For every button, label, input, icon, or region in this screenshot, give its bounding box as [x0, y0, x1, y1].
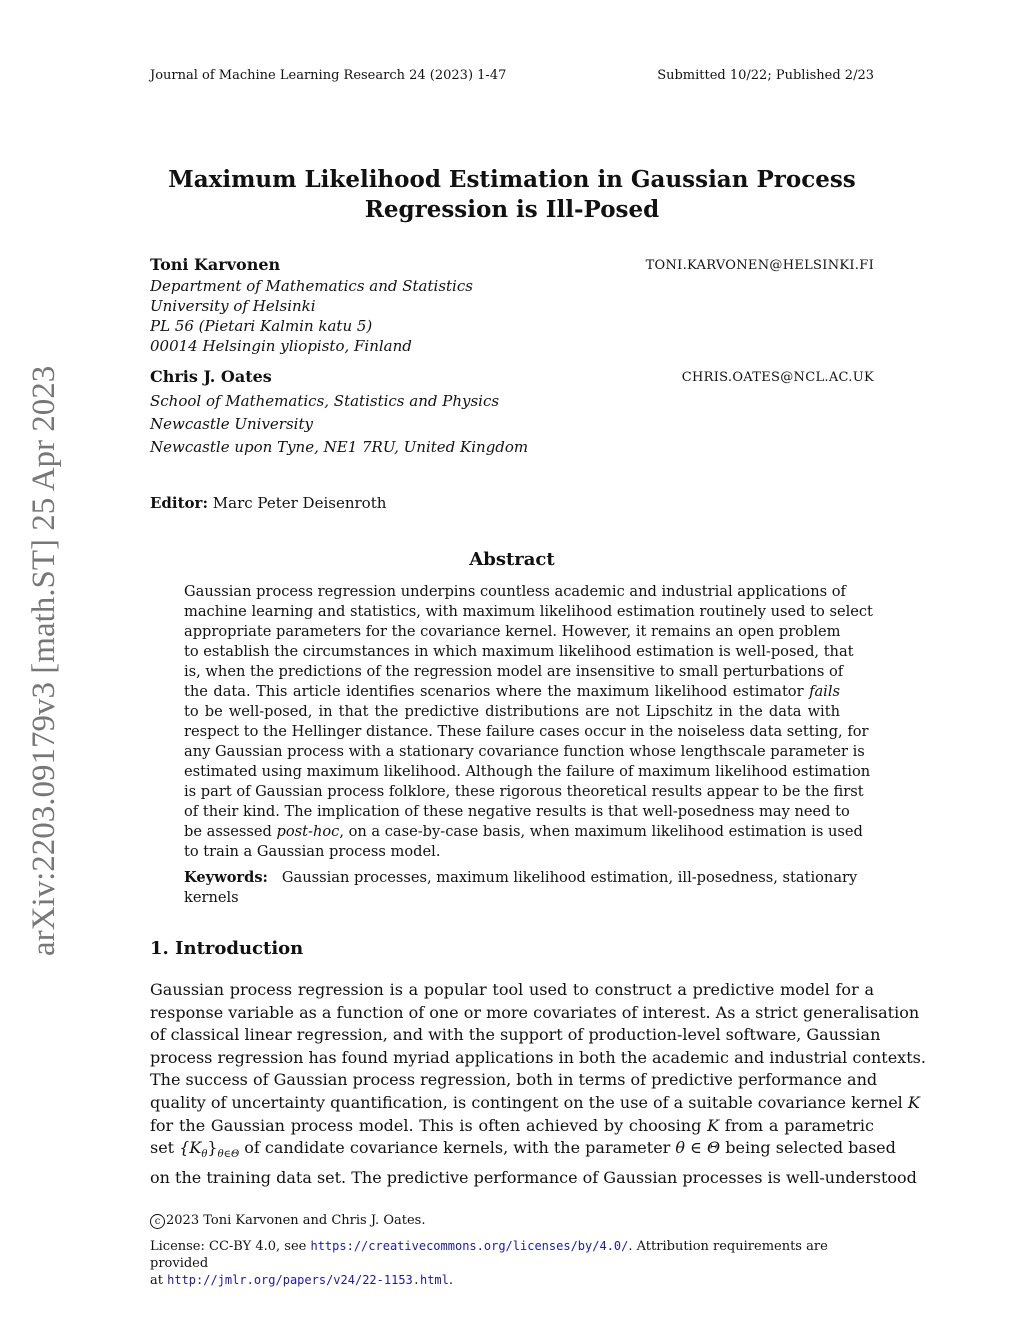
math-set-open: {K	[179, 1138, 202, 1158]
editor-name: Marc Peter Deisenroth	[212, 494, 387, 512]
affiliation-line: 00014 Helsingin yliopisto, Finland	[150, 337, 412, 355]
affiliation-line: Newcastle University	[150, 415, 313, 433]
intro-text: for the Gaussian process model. This is often achieved by choosing	[150, 1115, 702, 1135]
license-mid: . Attribution requirements are provided	[150, 1239, 828, 1271]
math-kernel-set	[179, 1138, 240, 1161]
journal-header: Journal of Machine Learning Research 24 (2023) 1-47	[150, 68, 507, 83]
intro-line: process regression has found myriad applications in both the academic and industrial contexts.	[150, 1047, 926, 1067]
affiliation-line: University of Helsinki	[150, 297, 316, 315]
license-link[interactable]: https://creativecommons.org/licenses/by/4.0/	[310, 1239, 629, 1253]
emphasis-posthoc: post-hoc	[276, 823, 340, 840]
intro-line: Gaussian process regression is a popular tool used to construct a predictive model for a	[150, 980, 874, 999]
author-email[interactable]: CHRIS.OATES@NCL.AC.UK	[681, 370, 874, 385]
author-name: Toni Karvonen	[150, 255, 281, 274]
license-notice	[150, 1238, 874, 1289]
intro-text: quality of uncertainty quantification, is contingent on the use of a suitable covariance kernel	[150, 1092, 903, 1112]
affiliation-line: Newcastle upon Tyne, NE1 7RU, United Kingdom	[150, 438, 529, 456]
intro-line: response variable as a function of one or more covariates of interest. As a strict generalisation	[150, 1002, 920, 1022]
intro-text: from a parametric	[724, 1115, 874, 1135]
intro-text: of candidate covariance kernels, with the parameter	[244, 1138, 671, 1158]
abstract-line: is, when the predictions of the regression model are insensitive to small perturbations of	[184, 663, 844, 680]
author-email[interactable]: TONI.KARVONEN@HELSINKI.FI	[645, 258, 874, 273]
submission-dates: Submitted 10/22; Published 2/23	[657, 68, 874, 83]
abstract-body	[184, 582, 873, 908]
author-name: Chris J. Oates	[150, 367, 272, 386]
abstract-line: of their kind. The implication of these negative results is that well-posedness may need to	[184, 803, 850, 820]
intro-line: on the training data set. The predictive performance of Gaussian processes is well-understood	[150, 1167, 917, 1187]
keywords-line	[184, 868, 858, 888]
affiliation-line: School of Mathematics, Statistics and Physics	[150, 392, 500, 410]
title-line-2: Regression is Ill-Posed	[364, 196, 660, 223]
intro-text: set	[150, 1138, 175, 1158]
abstract-line: respect to the Hellinger distance. These failure cases occur in the noiseless data setting, for	[184, 723, 869, 740]
math-K: K	[707, 1115, 720, 1135]
keywords-label: Keywords:	[184, 869, 268, 886]
copyright-notice	[150, 1213, 425, 1229]
abstract-line: appropriate parameters for the covariance kernel. However, it remains an open problem	[184, 623, 841, 640]
math-set-close: }	[207, 1138, 218, 1158]
abstract-line	[184, 682, 840, 702]
license-period: .	[448, 1273, 454, 1288]
editor-line	[150, 494, 386, 512]
abstract-line	[184, 822, 863, 842]
copyright-text: 2023 Toni Karvonen and Chris J. Oates.	[166, 1213, 426, 1228]
affiliation-line: Department of Mathematics and Statistics	[150, 277, 473, 295]
editor-label: Editor:	[150, 494, 208, 512]
abstract-heading: Abstract	[469, 549, 555, 570]
abstract-text: , on a case-by-case basis, when maximum likelihood estimation is used	[339, 823, 863, 840]
intro-line: The success of Gaussian process regression, both in terms of predictive performance and	[150, 1070, 878, 1090]
paper-title	[150, 165, 874, 225]
abstract-text: the data. This article identifies scenarios where the maximum likelihood estimator	[184, 683, 804, 700]
title-line-1: Maximum Likelihood Estimation in Gaussian Process	[168, 166, 856, 193]
intro-line	[150, 1137, 896, 1167]
math-theta: θ ∈ Θ	[675, 1138, 721, 1158]
abstract-line: is part of Gaussian process folklore, these rigorous theoretical results appear to be the first	[184, 783, 864, 800]
abstract-line: to train a Gaussian process model.	[184, 843, 441, 860]
intro-line	[150, 1092, 920, 1115]
keywords	[184, 868, 858, 908]
emphasis-fails: fails	[809, 683, 841, 700]
introduction-body	[150, 979, 926, 1190]
math-sub: θ	[201, 1149, 208, 1161]
affiliation-line: PL 56 (Pietari Kalmin katu 5)	[150, 317, 373, 335]
math-K: K	[907, 1092, 920, 1112]
license-prefix: License: CC-BY 4.0, see	[150, 1239, 307, 1254]
abstract-text: be assessed	[184, 823, 272, 840]
abstract-line: any Gaussian process with a stationary covariance function whose lengthscale parameter is	[184, 743, 865, 760]
keywords-text: Gaussian processes, maximum likelihood estimation, ill-posedness, stationary	[281, 869, 858, 886]
abstract-line: to be well-posed, in that the predictive distributions are not Lipschitz in the data with	[184, 703, 840, 720]
keywords-line: kernels	[184, 889, 239, 906]
arxiv-identifier[interactable]: arXiv:2203.09179v3 [math.ST] 25 Apr 2023	[26, 365, 62, 956]
abstract-line: machine learning and statistics, with maximum likelihood estimation routinely used to select	[184, 603, 873, 620]
copyright-icon: c	[150, 1214, 165, 1229]
abstract-line: Gaussian process regression underpins countless academic and industrial applications of	[184, 583, 846, 600]
author-affiliation	[150, 276, 473, 356]
intro-text: being selected based	[725, 1138, 896, 1158]
section-heading-introduction: 1. Introduction	[150, 938, 304, 959]
abstract-line: estimated using maximum likelihood. Although the failure of maximum likelihood estimation	[184, 763, 871, 780]
author-affiliation	[150, 390, 528, 459]
intro-line	[150, 1115, 874, 1138]
abstract-line: to establish the circumstances in which maximum likelihood estimation is well-posed, that	[184, 643, 854, 660]
math-sub: θ∈Θ	[217, 1149, 240, 1161]
intro-line: of classical linear regression, and with the support of production-level software, Gaussian	[150, 1025, 881, 1045]
jmlr-link[interactable]: http://jmlr.org/papers/v24/22-1153.html	[167, 1273, 449, 1287]
license-at: at	[150, 1273, 163, 1288]
